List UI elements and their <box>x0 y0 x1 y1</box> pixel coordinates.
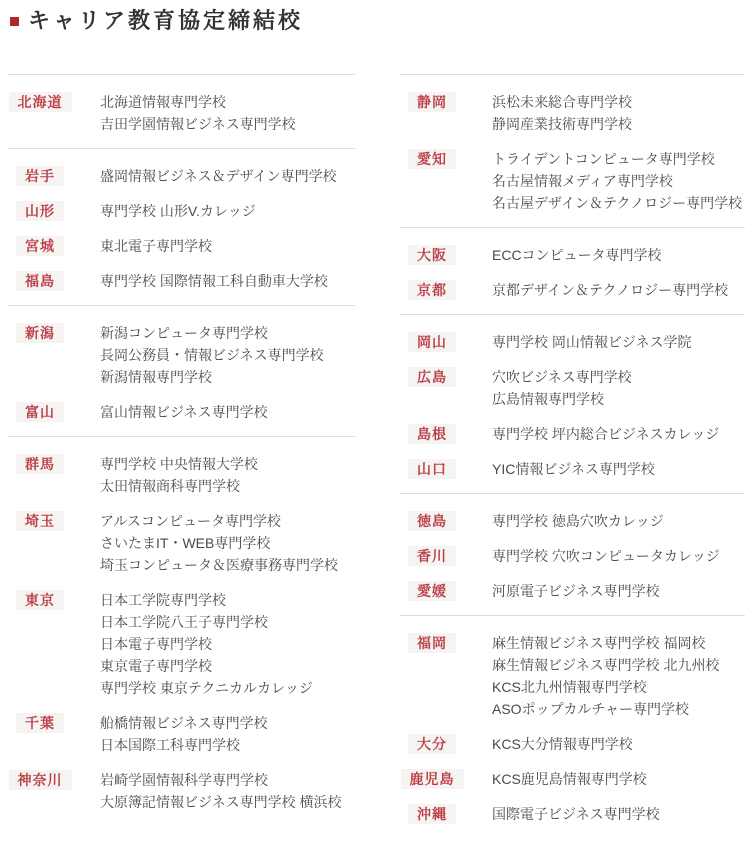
prefecture-label: 埼玉 <box>16 511 64 531</box>
prefecture-row <box>8 235 355 257</box>
region-group <box>400 74 745 214</box>
prefecture-label-cell <box>8 165 72 186</box>
prefecture-label: 香川 <box>408 546 456 566</box>
prefecture-row <box>8 510 355 576</box>
school-name: アルスコンピュータ専門学校 <box>100 513 282 529</box>
prefecture-row <box>400 279 745 301</box>
school-list <box>492 768 745 790</box>
prefecture-label-cell <box>400 244 464 265</box>
prefecture-label: 岡山 <box>408 332 456 352</box>
region-group <box>8 436 355 813</box>
region-group <box>400 314 745 480</box>
prefecture-label-cell <box>8 712 72 733</box>
prefecture-row <box>400 545 745 567</box>
prefecture-label: 北海道 <box>9 92 72 112</box>
prefecture-row <box>8 589 355 699</box>
prefecture-row <box>400 366 745 410</box>
prefecture-row <box>8 322 355 388</box>
prefecture-label: 神奈川 <box>9 770 72 790</box>
prefecture-label: 大阪 <box>408 245 456 265</box>
school-name: 北海道情報専門学校 <box>100 94 226 110</box>
column-0 <box>8 74 355 826</box>
prefecture-label: 群馬 <box>16 454 64 474</box>
prefecture-label: 島根 <box>408 424 456 444</box>
prefecture-label-cell <box>8 769 72 790</box>
school-list <box>492 148 745 214</box>
prefecture-row <box>8 712 355 756</box>
prefecture-row <box>400 148 745 214</box>
school-list <box>492 458 745 480</box>
prefecture-label-cell <box>400 632 464 653</box>
school-name: 富山情報ビジネス専門学校 <box>100 404 268 420</box>
prefecture-label-cell <box>400 148 464 169</box>
school-name: 日本工学院専門学校 <box>100 592 226 608</box>
school-list <box>492 545 745 567</box>
prefecture-row <box>400 580 745 602</box>
school-name: 国際電子ビジネス専門学校 <box>492 806 660 822</box>
school-name: 埼玉コンピュータ＆医療事務専門学校 <box>100 557 338 573</box>
prefecture-row <box>400 423 745 445</box>
prefecture-label: 広島 <box>408 367 456 387</box>
region-group <box>400 615 745 825</box>
school-name: 浜松未来総合専門学校 <box>492 94 632 110</box>
school-list <box>100 235 355 257</box>
school-name: トライデントコンピュータ専門学校 <box>492 151 715 167</box>
school-name: 太田情報商科専門学校 <box>100 478 240 494</box>
prefecture-row <box>8 401 355 423</box>
school-list <box>492 423 745 445</box>
school-name: 日本工学院八王子専門学校 <box>100 614 268 630</box>
school-name: KCS鹿児島情報専門学校 <box>492 771 647 787</box>
region-group <box>400 493 745 602</box>
school-name: 河原電子ビジネス専門学校 <box>492 583 660 599</box>
school-name: 専門学校 徳島穴吹カレッジ <box>492 513 664 529</box>
prefecture-row <box>8 200 355 222</box>
school-list <box>100 401 355 423</box>
prefecture-label: 京都 <box>408 280 456 300</box>
prefecture-label: 沖縄 <box>408 804 456 824</box>
school-name: 名古屋情報メディア専門学校 <box>492 173 673 189</box>
prefecture-label-cell <box>8 270 72 291</box>
prefecture-label-cell <box>400 458 464 479</box>
school-name: KCS大分情報専門学校 <box>492 736 633 752</box>
school-list <box>492 632 745 720</box>
school-name: 大原簿記情報ビジネス専門学校 横浜校 <box>100 794 342 810</box>
school-name: 名古屋デザイン＆テクノロジー専門学校 <box>492 195 743 211</box>
prefecture-label: 山口 <box>408 459 456 479</box>
prefecture-label-cell <box>400 580 464 601</box>
school-list <box>492 580 745 602</box>
school-list <box>492 279 745 301</box>
school-list <box>492 244 745 266</box>
region-group <box>8 148 355 292</box>
prefecture-row <box>400 331 745 353</box>
school-name: 吉田学園情報ビジネス専門学校 <box>100 116 296 132</box>
column-1 <box>400 74 745 838</box>
prefecture-label-cell <box>400 366 464 387</box>
prefecture-label: 大分 <box>408 734 456 754</box>
prefecture-label-cell <box>400 545 464 566</box>
prefecture-label: 宮城 <box>16 236 64 256</box>
school-list <box>100 165 355 187</box>
school-list-columns <box>8 74 745 838</box>
school-name: 静岡産業技術専門学校 <box>492 116 632 132</box>
prefecture-label-cell <box>400 733 464 754</box>
school-list <box>492 331 745 353</box>
page-title-text: キャリア教育協定締結校 <box>28 8 304 33</box>
school-name: 日本電子専門学校 <box>100 636 212 652</box>
school-name: 京都デザイン＆テクノロジー専門学校 <box>492 282 729 298</box>
school-name: 新潟情報専門学校 <box>100 369 212 385</box>
prefecture-row <box>400 632 745 720</box>
prefecture-row <box>400 244 745 266</box>
school-name: 専門学校 中央情報大学校 <box>100 456 258 472</box>
prefecture-label: 静岡 <box>408 92 456 112</box>
school-name: 岩崎学園情報科学専門学校 <box>100 772 268 788</box>
school-list <box>492 803 745 825</box>
prefecture-label: 東京 <box>16 590 64 610</box>
prefecture-row <box>400 458 745 480</box>
prefecture-label: 新潟 <box>16 323 64 343</box>
prefecture-label: 富山 <box>16 402 64 422</box>
prefecture-label-cell <box>400 768 464 789</box>
prefecture-label: 福岡 <box>408 633 456 653</box>
prefecture-label: 徳島 <box>408 511 456 531</box>
prefecture-label-cell <box>8 91 72 112</box>
region-group <box>8 74 355 135</box>
prefecture-label-cell <box>400 331 464 352</box>
school-name: 新潟コンピュータ専門学校 <box>100 325 268 341</box>
school-list <box>492 366 745 410</box>
page-title <box>8 8 745 33</box>
school-name: KCS北九州情報専門学校 <box>492 679 647 695</box>
prefecture-label-cell <box>8 200 72 221</box>
school-list <box>100 453 355 497</box>
prefecture-label-cell <box>8 589 72 610</box>
prefecture-row <box>400 803 745 825</box>
school-list <box>492 91 745 135</box>
region-group <box>8 305 355 423</box>
school-list <box>492 733 745 755</box>
prefecture-row <box>8 453 355 497</box>
prefecture-label-cell <box>8 322 72 343</box>
school-name: 専門学校 東京テクニカルカレッジ <box>100 680 313 696</box>
school-name: 専門学校 国際情報工科自動車大学校 <box>100 273 328 289</box>
school-name: 麻生情報ビジネス専門学校 福岡校 <box>492 635 706 651</box>
school-name: 船橋情報ビジネス専門学校 <box>100 715 268 731</box>
prefecture-label-cell <box>8 235 72 256</box>
school-list <box>100 200 355 222</box>
prefecture-label: 鹿児島 <box>401 769 464 789</box>
prefecture-row <box>400 91 745 135</box>
prefecture-label: 福島 <box>16 271 64 291</box>
prefecture-label-cell <box>8 453 72 474</box>
prefecture-label-cell <box>400 423 464 444</box>
school-list <box>100 769 355 813</box>
school-name: ASOポップカルチャー専門学校 <box>492 701 690 717</box>
prefecture-label: 岩手 <box>16 166 64 186</box>
prefecture-row <box>400 733 745 755</box>
school-list <box>100 91 355 135</box>
school-name: YIC情報ビジネス専門学校 <box>492 461 655 477</box>
prefecture-row <box>400 768 745 790</box>
red-square-bullet-icon <box>10 17 19 26</box>
prefecture-label-cell <box>400 279 464 300</box>
school-name: ECCコンピュータ専門学校 <box>492 247 662 263</box>
prefecture-label-cell <box>400 803 464 824</box>
prefecture-label: 愛媛 <box>408 581 456 601</box>
prefecture-label-cell <box>400 91 464 112</box>
prefecture-label: 千葉 <box>16 713 64 733</box>
school-name: 東北電子専門学校 <box>100 238 212 254</box>
school-list <box>100 712 355 756</box>
prefecture-row <box>8 165 355 187</box>
prefecture-row <box>8 769 355 813</box>
prefecture-row <box>8 270 355 292</box>
school-name: 専門学校 穴吹コンピュータカレッジ <box>492 548 720 564</box>
school-list <box>100 322 355 388</box>
region-group <box>400 227 745 301</box>
school-list <box>492 510 745 532</box>
school-name: 日本国際工科専門学校 <box>100 737 240 753</box>
prefecture-label: 山形 <box>16 201 64 221</box>
school-name: 長岡公務員・情報ビジネス専門学校 <box>100 347 324 363</box>
school-list <box>100 589 355 699</box>
school-name: 専門学校 山形V.カレッジ <box>100 203 256 219</box>
school-list <box>100 510 355 576</box>
prefecture-label-cell <box>8 510 72 531</box>
school-name: 盛岡情報ビジネス＆デザイン専門学校 <box>100 168 337 184</box>
prefecture-label-cell <box>400 510 464 531</box>
school-name: 専門学校 坪内総合ビジネスカレッジ <box>492 426 720 442</box>
school-name: さいたまIT・WEB専門学校 <box>100 535 271 551</box>
school-name: 穴吹ビジネス専門学校 <box>492 369 632 385</box>
school-name: 麻生情報ビジネス専門学校 北九州校 <box>492 657 720 673</box>
prefecture-row <box>400 510 745 532</box>
school-name: 東京電子専門学校 <box>100 658 212 674</box>
school-list <box>100 270 355 292</box>
prefecture-row <box>8 91 355 135</box>
prefecture-label-cell <box>8 401 72 422</box>
school-name: 広島情報専門学校 <box>492 391 604 407</box>
school-name: 専門学校 岡山情報ビジネス学院 <box>492 334 692 350</box>
prefecture-label: 愛知 <box>408 149 456 169</box>
